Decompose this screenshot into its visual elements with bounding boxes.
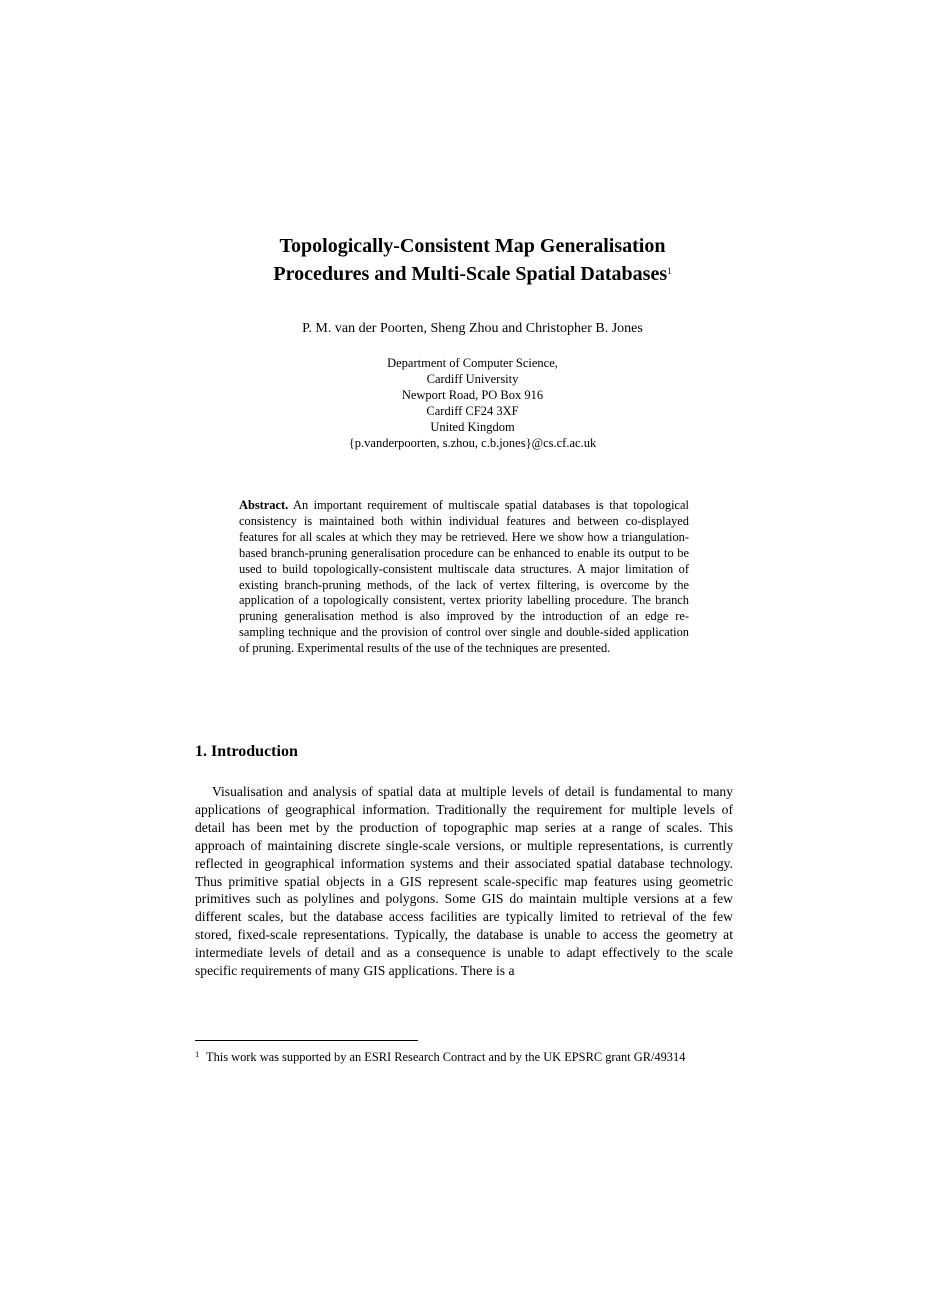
title-footnote-mark: 1 [667,266,672,276]
paper-title-line-1: Topologically-Consistent Map Generalisation [279,235,666,257]
intro-paragraph: Visualisation and analysis of spatial data at multiple levels of detail is fundamental to many applications of geographical information. Traditionally the requirement for multiple levels of detail has been met by the production of topographic map series at a range of scales. This approach of maintaining discrete single-scale versions, or multiple representations, is currently reflected in geographical information systems and their associated spatial database technology. Thus primitive spatial objects in a GIS represent scale-specific map features using geometric primitives such as polylines and polygons. Some GIS do maintain multiple versions at a few different scales, but the database access facilities are typically limited to retrieval of the few stored, fixed-scale representations. Typically, the database is unable to access the geometry at intermediate levels of detail and as a consequence is unable to adapt effectively to the scale specific requirements of many GIS applications. There is a [195,784,733,979]
section-heading-introduction: 1. Introduction [195,743,298,760]
affiliation-department: Department of Computer Science, [387,356,558,370]
affiliation-city: Cardiff CF24 3XF [426,404,519,418]
affiliation-street: Newport Road, PO Box 916 [401,388,544,402]
footnote [195,1049,733,1065]
abstract [239,498,689,657]
footnote-divider [195,1040,418,1041]
paper-title-line-2-text: Procedures and Multi-Scale Spatial Databases [273,263,668,285]
abstract-text: An important requirement of multiscale spatial databases is that topological consistency is maintained both within individual features and between co-displayed features for all scales at which they may be retrieved. Here we show how a triangulation-based branch-pruning generalisation procedure can be enhanced to enable its output to be used to build topologically-consistent multiscale data structures. A major limitation of existing branch-pruning methods, of the lack of vertex filtering, is overcome by the application of a topologically consistent, vertex priority labelling procedure. The branch pruning generalisation method is also improved by the introduction of an edge re-sampling technique and the provision of control over single and double-sided application of pruning. Experimental results of the use of the techniques are presented. [239,498,689,656]
footnote-mark: 1 [195,1049,200,1059]
footnote-text: This work was supported by an ESRI Research Contract and by the UK EPSRC grant GR/49314 [206,1050,686,1064]
abstract-label: Abstract. [239,498,289,512]
affiliation-emails: {p.vanderpoorten, s.zhou, c.b.jones}@cs.cf.ac.uk [348,436,597,450]
affiliation-country: United Kingdom [430,420,515,434]
paper-title [195,232,750,288]
author-list: P. M. van der Poorten, Sheng Zhou and Christopher B. Jones [302,321,643,336]
affiliation-block [195,355,750,451]
paper-title-line-2 [195,260,750,288]
affiliation-university: Cardiff University [426,372,519,386]
